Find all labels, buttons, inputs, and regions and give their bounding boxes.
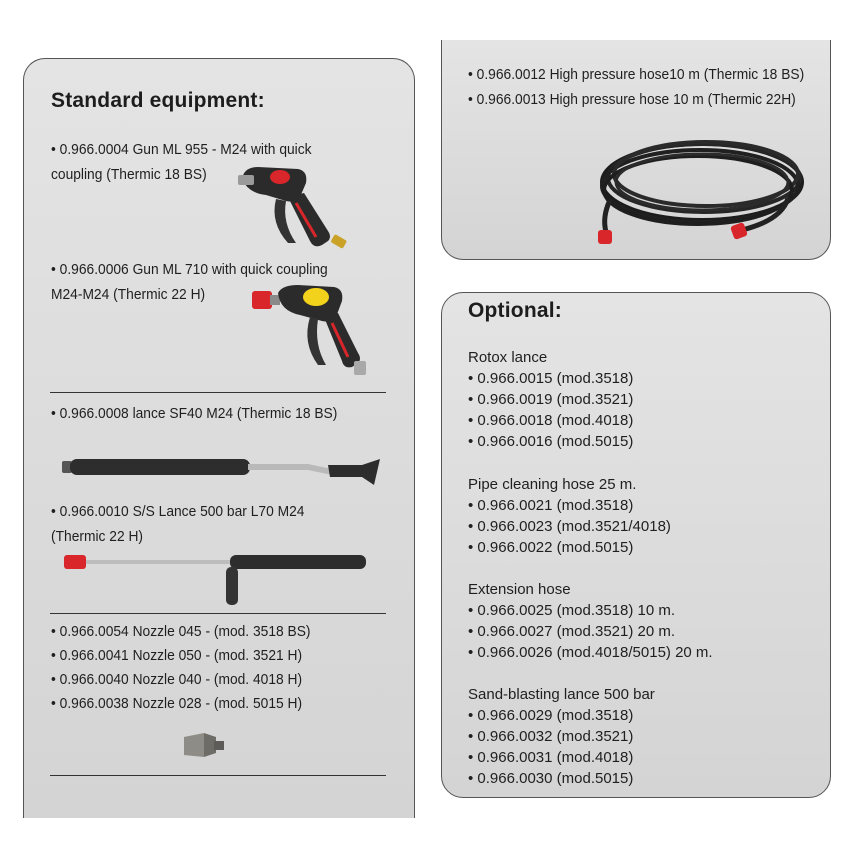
optional-item: • 0.966.0032 (mod.3521) — [468, 728, 634, 745]
optional-group-title: Sand-blasting lance 500 bar — [468, 686, 655, 703]
optional-item: • 0.966.0027 (mod.3521) 20 m. — [468, 623, 676, 640]
standard-equipment-title: Standard equipment: — [51, 89, 265, 112]
standard-equipment-panel — [23, 58, 415, 818]
hose-coil-icon — [592, 112, 831, 257]
separator-1 — [50, 392, 386, 393]
optional-item: • 0.966.0018 (mod.4018) — [468, 412, 634, 429]
nozzle-item: • 0.966.0041 Nozzle 050 - (mod. 3521 H) — [51, 647, 303, 664]
optional-panel — [441, 292, 831, 798]
hose-item: • 0.966.0013 High pressure hose 10 m (Thermic 22H) — [468, 91, 796, 108]
spray-gun-red-icon — [236, 163, 356, 253]
optional-item: • 0.966.0022 (mod.5015) — [468, 539, 634, 556]
hose-item: • 0.966.0012 High pressure hose10 m (Thermic 18 BS) — [468, 66, 805, 83]
optional-group-title: Extension hose — [468, 581, 571, 598]
optional-item: • 0.966.0030 (mod.5015) — [468, 770, 634, 787]
lance-sf40-icon — [62, 455, 382, 495]
nozzle-item: • 0.966.0038 Nozzle 028 - (mod. 5015 H) — [51, 695, 303, 712]
separator-3 — [50, 775, 386, 776]
lance-stainless-icon — [64, 549, 384, 609]
optional-group-title: Pipe cleaning hose 25 m. — [468, 476, 637, 493]
lance1-text: • 0.966.0008 lance SF40 M24 (Thermic 18 BS) — [51, 405, 338, 422]
optional-group-title: Rotox lance — [468, 349, 548, 366]
nozzle-item: • 0.966.0054 Nozzle 045 - (mod. 3518 BS) — [51, 623, 311, 640]
optional-item: • 0.966.0026 (mod.4018/5015) 20 m. — [468, 644, 713, 661]
lance2-line2: (Thermic 22 H) — [51, 528, 144, 545]
optional-item: • 0.966.0015 (mod.3518) — [468, 370, 634, 387]
gun2-line2: M24-M24 (Thermic 22 H) — [51, 286, 206, 303]
nozzle-icon — [180, 729, 228, 763]
optional-title: Optional: — [468, 299, 562, 322]
gun1-line1: • 0.966.0004 Gun ML 955 - M24 with quick — [51, 141, 312, 158]
separator-2 — [50, 613, 386, 614]
optional-item: • 0.966.0031 (mod.4018) — [468, 749, 634, 766]
gun1-line2: coupling (Thermic 18 BS) — [51, 166, 207, 183]
optional-item: • 0.966.0023 (mod.3521/4018) — [468, 518, 671, 535]
lance2-line1: • 0.966.0010 S/S Lance 500 bar L70 M24 — [51, 503, 305, 520]
gun2-line1: • 0.966.0006 Gun ML 710 with quick coupling — [51, 261, 328, 278]
optional-item: • 0.966.0016 (mod.5015) — [468, 433, 634, 450]
optional-item: • 0.966.0029 (mod.3518) — [468, 707, 634, 724]
spray-gun-yellow-icon — [252, 283, 372, 383]
optional-item: • 0.966.0021 (mod.3518) — [468, 497, 634, 514]
hose-panel — [441, 40, 831, 260]
optional-item: • 0.966.0025 (mod.3518) 10 m. — [468, 602, 676, 619]
nozzle-item: • 0.966.0040 Nozzle 040 - (mod. 4018 H) — [51, 671, 303, 688]
optional-item: • 0.966.0019 (mod.3521) — [468, 391, 634, 408]
